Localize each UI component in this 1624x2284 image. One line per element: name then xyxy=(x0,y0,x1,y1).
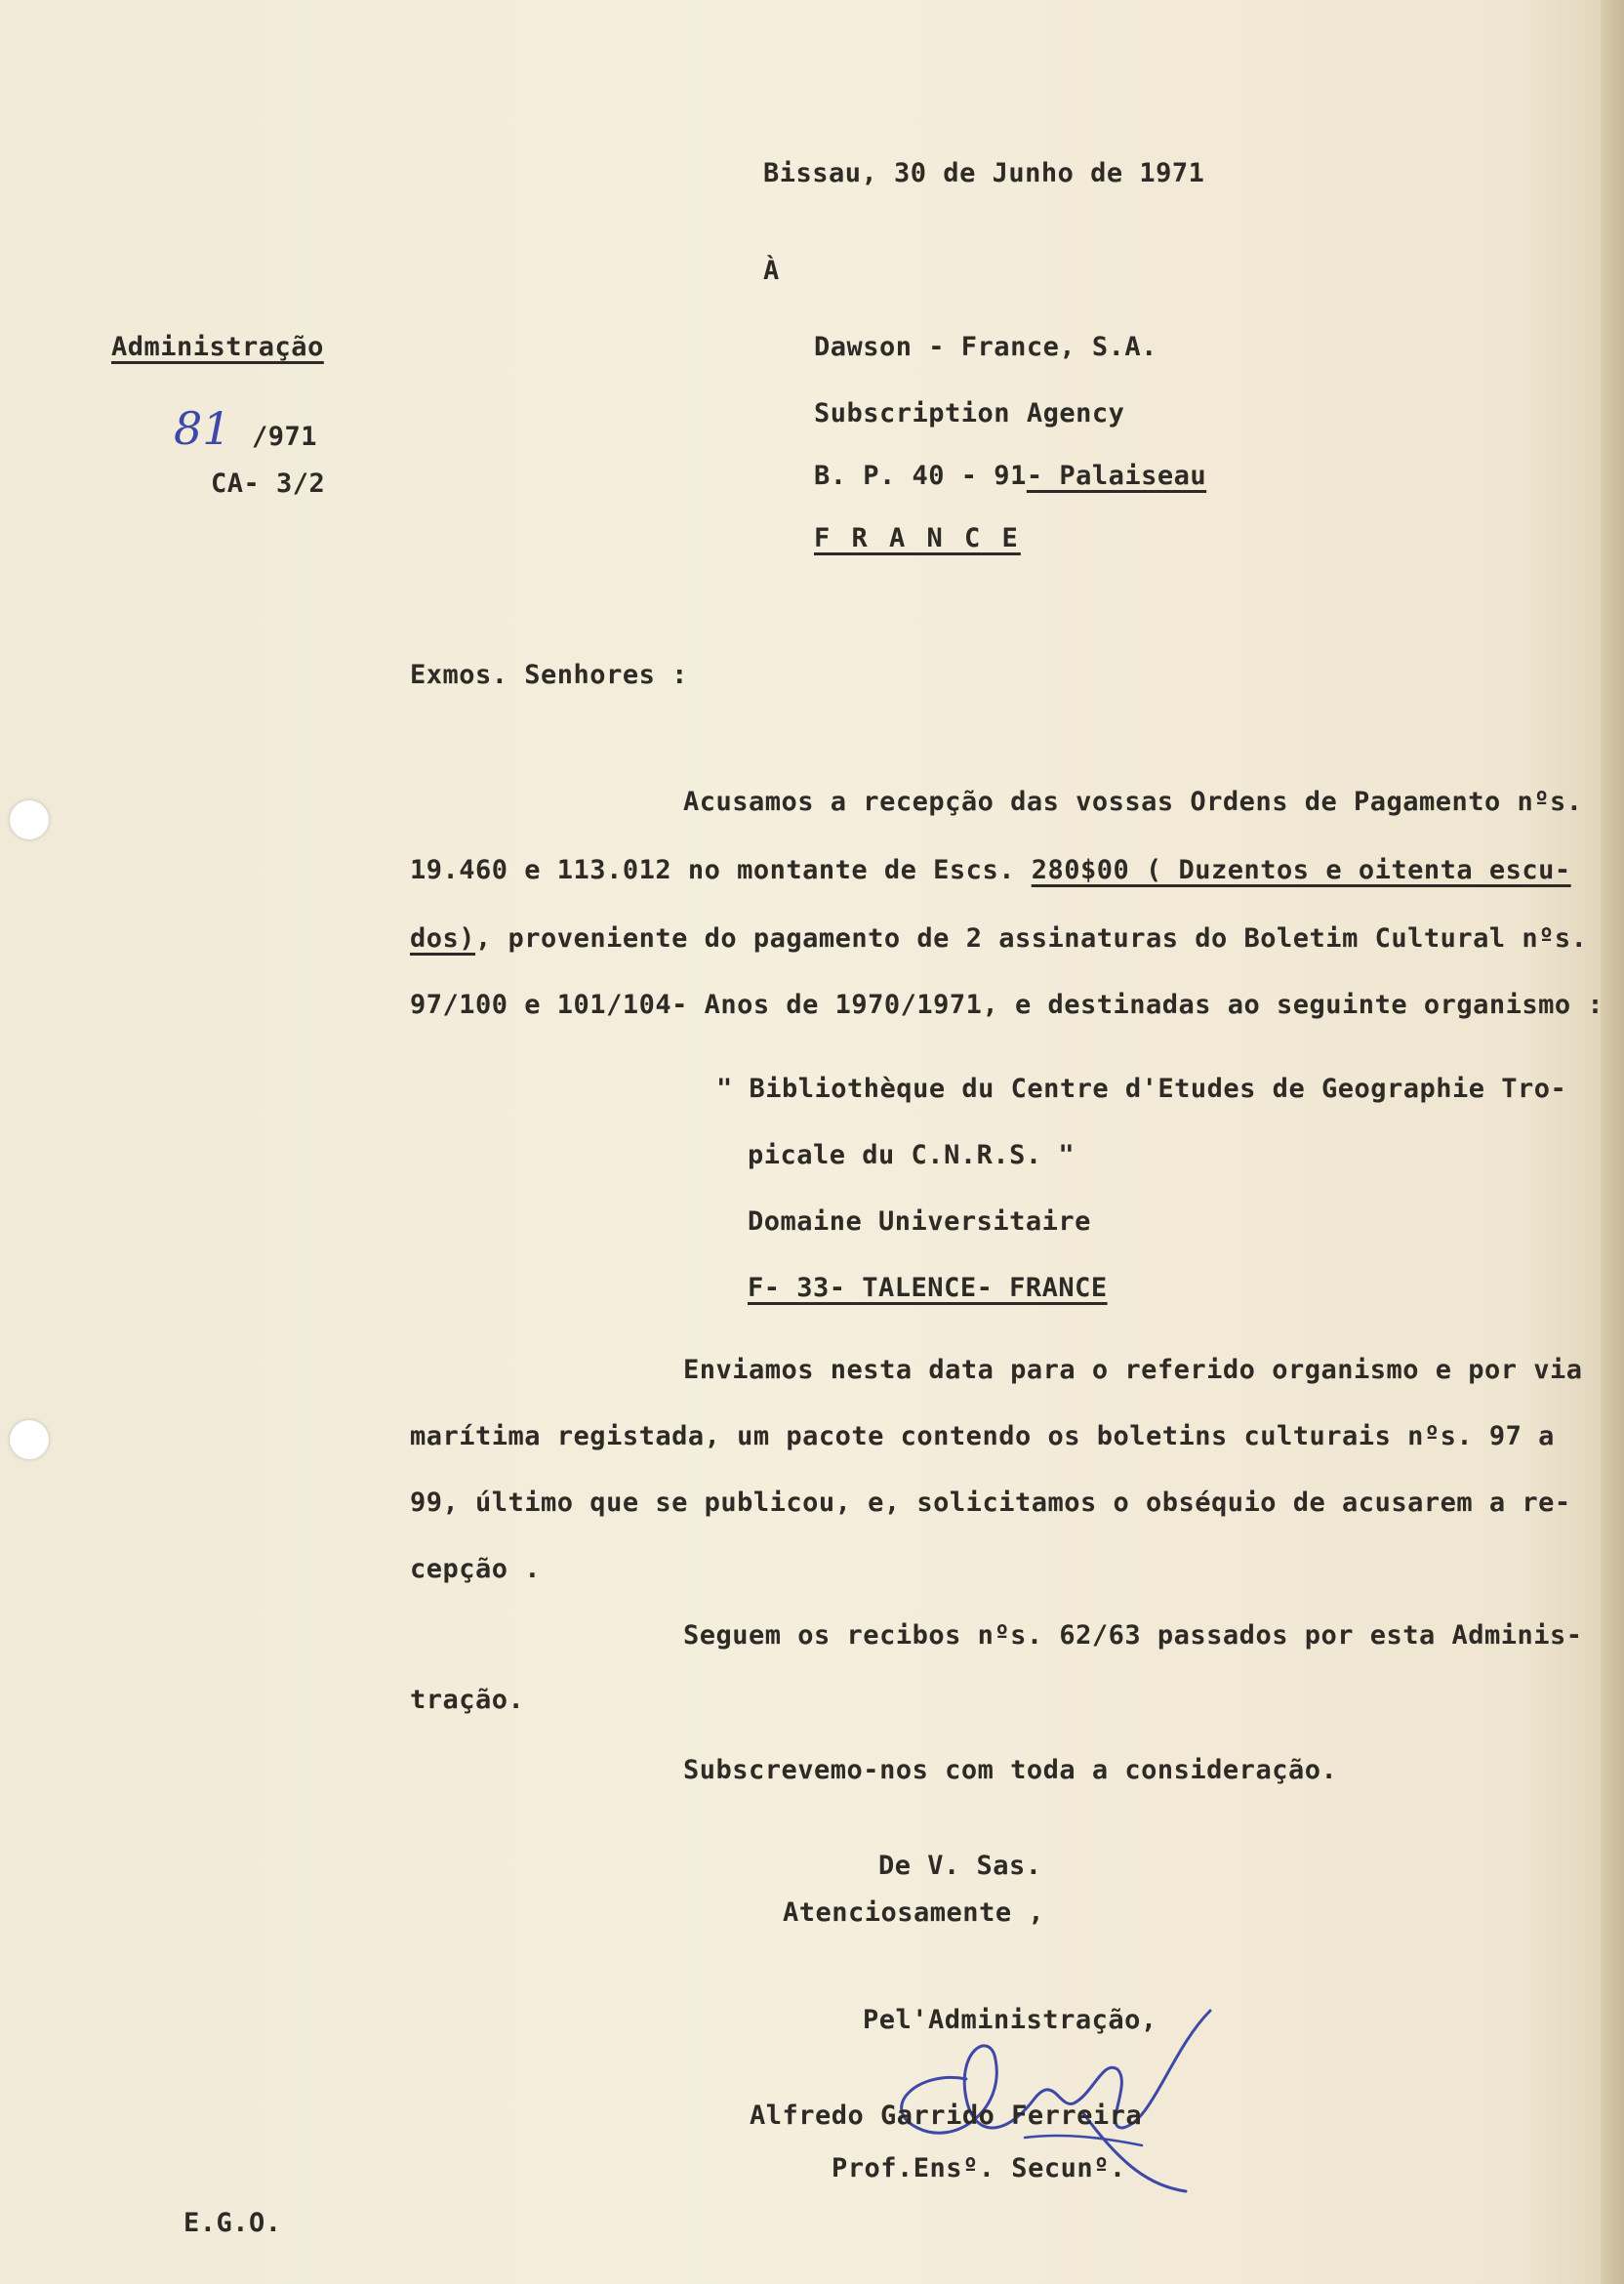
signatory-name: Alfredo Garrido Ferreira xyxy=(750,2100,1143,2131)
reference-code: CA- 3/2 xyxy=(211,469,326,499)
recipient-po-box: B. P. 40 - 91 xyxy=(814,461,1027,491)
p3-line2: tração. xyxy=(410,1685,525,1715)
to-label: À xyxy=(763,256,780,286)
org-line1: " Bibliothèque du Centre d'Etudes de Geographie Tro- xyxy=(716,1074,1567,1104)
org-line3: Domaine Universitaire xyxy=(748,1206,1091,1237)
p1-amount: 280$00 ( Duzentos e oitenta escu- xyxy=(1031,855,1571,885)
p1-line1: Acusamos a recepção das vossas Ordens de Pagamento nºs. xyxy=(683,787,1583,817)
p1-line2-text: 19.460 e 113.012 no montante de Escs. xyxy=(410,855,1032,885)
p2-line1: Enviamos nesta data para o referido organismo e por via xyxy=(683,1355,1583,1385)
p4-line: Subscrevemo-nos com toda a consideração. xyxy=(683,1755,1338,1785)
org-line4: F- 33- TALENCE- FRANCE xyxy=(748,1273,1108,1303)
p2-line4: cepção . xyxy=(410,1554,542,1584)
recipient-line1: Dawson - France, S.A. xyxy=(814,332,1157,362)
signatory-title: Prof.Ensº. Secunº. xyxy=(832,2153,1126,2183)
p1-line2 xyxy=(410,855,1571,885)
org-line2: picale du C.N.R.S. " xyxy=(748,1140,1076,1170)
p2-line2: marítima registada, um pacote contendo os boletins culturais nºs. 97 a xyxy=(410,1421,1555,1451)
p1-line3 xyxy=(410,923,1587,954)
punch-hole-top xyxy=(10,800,49,839)
closing-line2: Atenciosamente , xyxy=(783,1897,1045,1928)
place-date: Bissau, 30 de Junho de 1971 xyxy=(763,158,1205,188)
p3-line1: Seguem os recibos nºs. 62/63 passados por esta Adminis- xyxy=(683,1620,1583,1651)
punch-hole-bottom xyxy=(10,1420,49,1459)
closing-line1: De V. Sas. xyxy=(878,1851,1042,1881)
signature-for: Pel'Administração, xyxy=(863,2005,1157,2035)
salutation: Exmos. Senhores : xyxy=(410,660,688,690)
handwritten-reference: 81 xyxy=(174,402,231,455)
recipient-country: F R A N C E xyxy=(814,523,1021,553)
reference-year: /971 xyxy=(252,422,318,452)
recipient-city: - Palaiseau xyxy=(1026,461,1207,491)
paper-edge xyxy=(1601,0,1624,2284)
department: Administração xyxy=(111,332,324,362)
recipient-line3 xyxy=(814,461,1206,491)
p1-line3-text: , proveniente do pagamento de 2 assinaturas do Boletim Cultural nºs. xyxy=(475,923,1588,954)
p1-amount-end: dos) xyxy=(410,923,476,954)
typist-initials: E.G.O. xyxy=(183,2208,282,2238)
p1-line4: 97/100 e 101/104- Anos de 1970/1971, e destinadas ao seguinte organismo : xyxy=(410,990,1604,1020)
p2-line3: 99, último que se publicou, e, solicitamos o obséquio de acusarem a re- xyxy=(410,1488,1571,1518)
recipient-line2: Subscription Agency xyxy=(814,398,1125,428)
